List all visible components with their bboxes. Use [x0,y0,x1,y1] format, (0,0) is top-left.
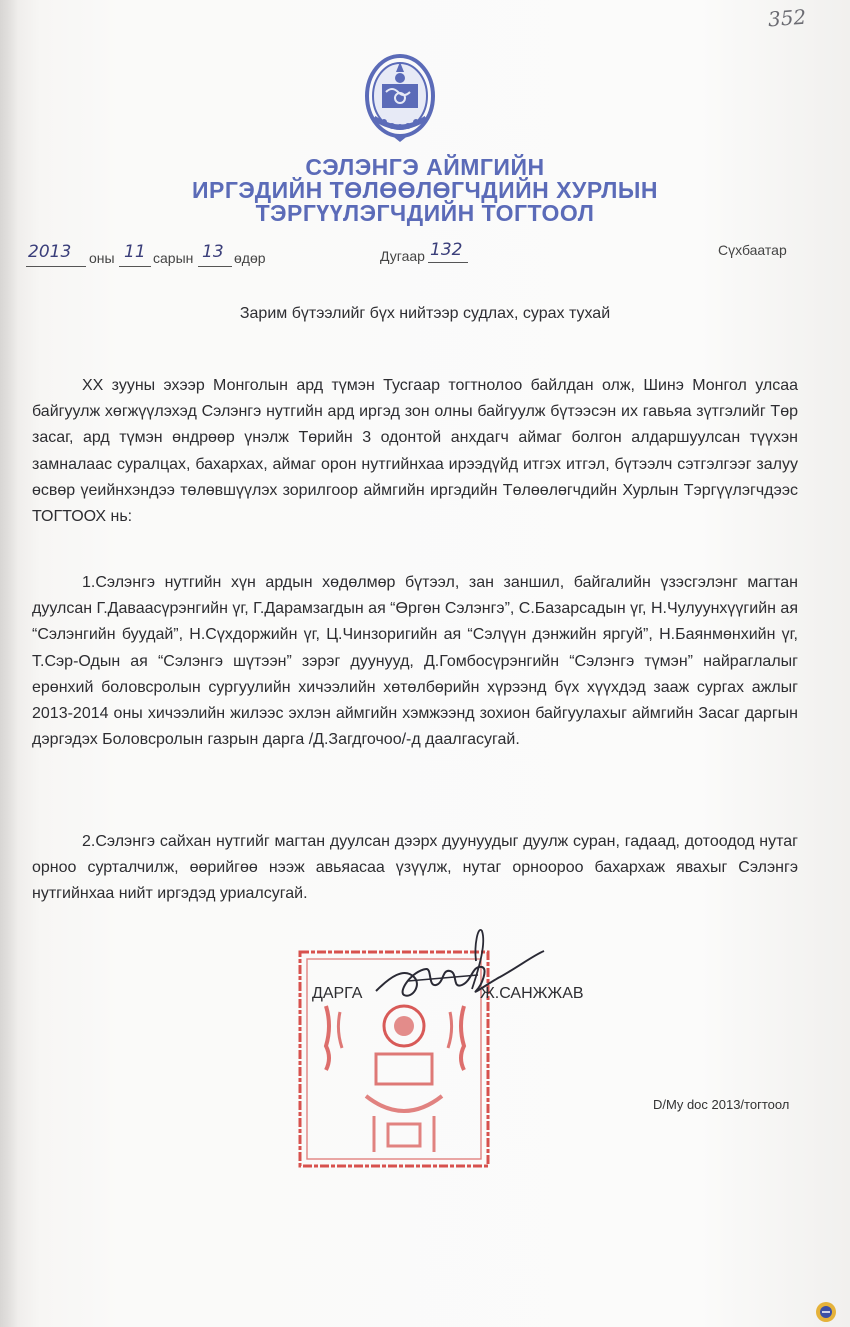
header-aimag: СЭЛЭНГЭ АЙМГИЙН [305,154,545,180]
number-label: Дугаар [380,248,425,264]
number-underline [428,262,468,263]
place-name: Сүхбаатар [718,242,787,258]
document-reference: D/My doc 2013/тогтоол [653,1097,790,1112]
date-year-label: оны [89,250,115,266]
date-day: 13 [202,242,224,262]
date-month: 11 [124,242,146,262]
day-underline [198,266,232,267]
clause-2-paragraph: 2.Сэлэнгэ сайхан нутгийг магтан дуулсан дээрх дуунуудыг дуулж суран, гадаад, дотоодод нутаг орноо сурталчилж, өөрийгөө нээж авьяасаа үзүүлж, нутаг орноороо бахархаж явахыг Сэлэнгэ нутгийнхаа нийт иргэдэд уриалсугай. [32,833,798,903]
header-council: ИРГЭДИЙН ТӨЛӨӨЛӨГЧДИЙН ХУРЛЫН [192,177,658,203]
resolution-number: 132 [430,240,463,260]
page-number: 352 [767,4,807,32]
handwritten-signature [368,925,548,1015]
corner-emblem-icon [814,1300,838,1324]
date-month-label: сарын [153,250,194,266]
signer-name: Ж.САНЖЖАВ [480,985,584,1002]
state-emblem-icon [360,48,440,148]
date-year: 2013 [28,242,72,262]
preamble-paragraph: XX зууны эхээр Монголын ард түмэн Тусгаар тогтнолоо байлдан олж, Шинэ Монгол улсаа байгуулж хөгжүүлэхэд Сэлэнгэ нутгийн ард иргэд зон олны байгуулж бүтээсэн их гавьяа зүтгэлийг Төр засаг, ард түмэн өндрөөр үнэлж Төрийн 3 одонтой анхдагч аймаг болгон алдаршуулсан түүхэн замналаас суралцах, бахархах, аймаг орон нутгийнхаа ирээдүйд итгэх итгэл, бүтээлч сэтгэлгээг залуу өсвөр үеийнхэндээ төлөвшүүлэх зорилгоор аймгийн иргэдийн Төлөөлөгчдийн Хурлын Тэргүүлэгчдээс ТОГТООХ нь: [32,377,798,526]
year-underline [26,266,86,267]
header-resolution: ТЭРГҮҮЛЭГЧДИЙН ТОГТООЛ [255,200,595,226]
signer-title: ДАРГА [312,985,363,1002]
date-day-label: өдөр [234,250,266,266]
clause-1-paragraph: 1.Сэлэнгэ нутгийн хүн ардын хөдөлмөр бүтээл, зан заншил, байгалийн үзэсгэлэнг магтан дуулсан Г.Даваасүрэнгийн үг, Г.Дарамзагдын ая “Өргөн Сэлэнгэ”, С.Базарсадын үг, Н.Чулуунхүүгийн ая “Сэлэнгийн буудай”, Н.Сүхдоржийн үг, Ц.Чинзоригийн ая “Сэлүүн дэнжийн яргуй”, Н.Баянмөнхийн үг, Т.Сэр-Одын ая “Сэлэнгэ шүтээн” зэрэг дуунууд, Д.Гомбосүрэнгийн “Сэлэнгэ түмэн” найраглалыг ерөнхий боловсролын сургуулийн хичээлийн хөтөлбөрийн хүрээнд бүх хүүхдэд зааж сургах ажлыг 2013-2014 оны хичээлийн жилээс эхлэн аймгийн хэмжээнд зохион байгуулахыг аймгийн Засаг даргын дэргэдэх Боловсролын газрын дарга /Д.Загдгочоо/-д даалгасугай. [32,574,798,749]
month-underline [119,266,151,267]
resolution-subject: Зарим бүтээлийг бүх нийтээр судлах, сурах тухай [239,305,611,322]
